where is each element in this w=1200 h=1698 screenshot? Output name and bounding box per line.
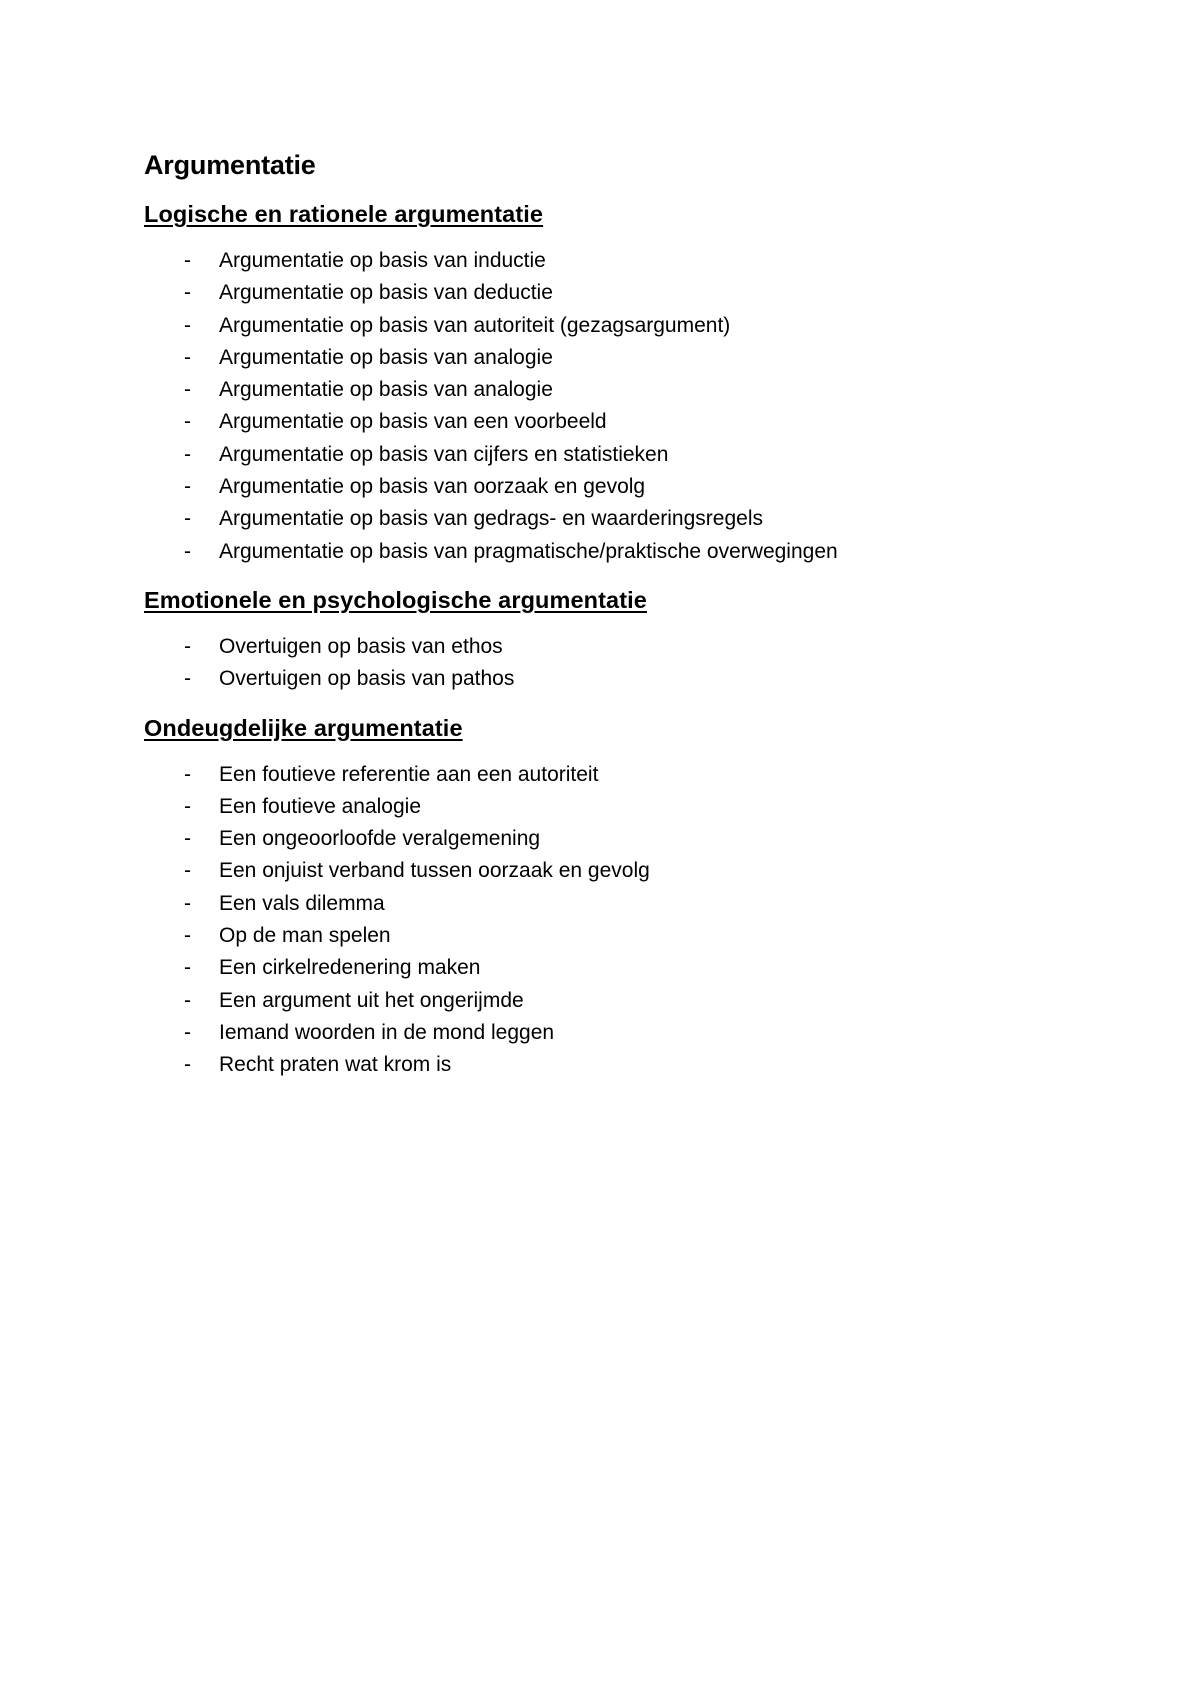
list-item-text: Overtuigen op basis van pathos xyxy=(219,667,515,691)
list-item xyxy=(144,823,1104,855)
dash-bullet: - xyxy=(184,313,191,337)
dash-bullet: - xyxy=(184,507,191,531)
list-item-text: Recht praten wat krom is xyxy=(219,1053,452,1077)
list-item-text: Iemand woorden in de mond leggen xyxy=(219,1020,555,1044)
dash-bullet: - xyxy=(184,539,191,563)
list-item-text: Een foutieve referentie aan een autoriteit xyxy=(219,762,599,786)
list-item xyxy=(144,503,1104,535)
list-item xyxy=(144,920,1104,952)
list-item xyxy=(144,277,1104,309)
dash-bullet: - xyxy=(184,634,191,658)
list-item-text: Argumentatie op basis van inductie xyxy=(219,249,546,272)
list-item xyxy=(144,791,1104,823)
section-heading: Emotionele en psychologische argumentatie xyxy=(144,586,647,613)
bullet-list xyxy=(144,631,1104,696)
list-item xyxy=(144,855,1104,887)
list-item xyxy=(144,631,1104,663)
list-item xyxy=(144,985,1104,1017)
list-item-text: Argumentatie op basis van gedrags- en waarderingsregels xyxy=(219,507,763,531)
list-item-text: Argumentatie op basis van autoriteit (gezagsargument) xyxy=(219,313,731,337)
page-title: Argumentatie xyxy=(144,150,316,180)
dash-bullet: - xyxy=(184,891,191,915)
dash-bullet: - xyxy=(184,281,191,305)
dash-bullet: - xyxy=(184,378,191,402)
dash-bullet: - xyxy=(184,345,191,369)
list-item-text: Een argument uit het ongerijmde xyxy=(219,988,524,1012)
list-item xyxy=(144,759,1104,791)
section-2 xyxy=(144,585,1104,696)
list-item xyxy=(144,310,1104,342)
document-body xyxy=(144,148,1104,1099)
list-item-text: Overtuigen op basis van ethos xyxy=(219,634,503,658)
list-item xyxy=(144,374,1104,406)
list-item xyxy=(144,245,1104,277)
dash-bullet: - xyxy=(184,249,191,272)
dash-bullet: - xyxy=(184,667,191,691)
section-3 xyxy=(144,713,1104,1082)
bullet-list xyxy=(144,245,1104,568)
list-item-text: Een foutieve analogie xyxy=(219,794,421,818)
dash-bullet: - xyxy=(184,410,191,434)
list-item-text: Een vals dilemma xyxy=(219,891,385,915)
section-1 xyxy=(144,199,1104,568)
list-item-text: Argumentatie op basis van analogie xyxy=(219,378,553,402)
list-item-text: Argumentatie op basis van pragmatische/praktische overwegingen xyxy=(219,539,838,563)
list-item-text: Argumentatie op basis van een voorbeeld xyxy=(219,410,607,434)
dash-bullet: - xyxy=(184,442,191,466)
list-item xyxy=(144,406,1104,438)
list-item-text: Op de man spelen xyxy=(219,924,391,948)
list-item-text: Argumentatie op basis van oorzaak en gevolg xyxy=(219,475,646,499)
section-heading: Logische en rationele argumentatie xyxy=(144,201,544,227)
list-item-text: Argumentatie op basis van analogie xyxy=(219,345,553,369)
list-item xyxy=(144,663,1104,695)
list-item xyxy=(144,952,1104,984)
dash-bullet: - xyxy=(184,762,191,786)
dash-bullet: - xyxy=(184,1020,191,1044)
list-item xyxy=(144,439,1104,471)
list-item xyxy=(144,1049,1104,1081)
bullet-list xyxy=(144,759,1104,1082)
sections-container xyxy=(144,199,1104,1082)
list-item-text: Argumentatie op basis van deductie xyxy=(219,281,553,305)
list-item xyxy=(144,1017,1104,1049)
list-item xyxy=(144,888,1104,920)
list-item xyxy=(144,471,1104,503)
list-item-text: Een cirkelredenering maken xyxy=(219,956,481,980)
dash-bullet: - xyxy=(184,924,191,948)
section-heading: Ondeugdelijke argumentatie xyxy=(144,714,463,741)
list-item xyxy=(144,536,1104,568)
dash-bullet: - xyxy=(184,859,191,883)
dash-bullet: - xyxy=(184,988,191,1012)
list-item-text: Een ongeoorloofde veralgemening xyxy=(219,827,541,851)
dash-bullet: - xyxy=(184,827,191,851)
list-item xyxy=(144,342,1104,374)
dash-bullet: - xyxy=(184,1053,191,1077)
dash-bullet: - xyxy=(184,956,191,980)
list-item-text: Argumentatie op basis van cijfers en statistieken xyxy=(219,442,669,466)
list-item-text: Een onjuist verband tussen oorzaak en gevolg xyxy=(219,859,650,883)
dash-bullet: - xyxy=(184,794,191,818)
dash-bullet: - xyxy=(184,475,191,499)
